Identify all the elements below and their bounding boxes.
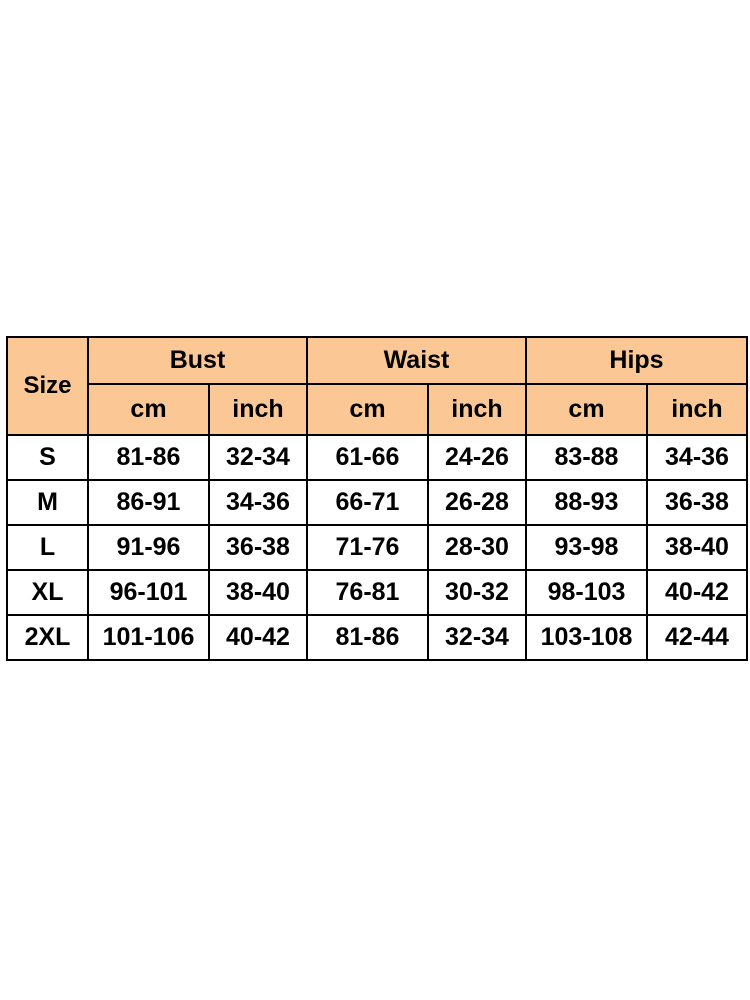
bust-group-header: Bust — [88, 337, 307, 384]
hips-inch-cell: 38-40 — [647, 525, 747, 570]
waist-inch-cell: 32-34 — [428, 615, 526, 660]
bust-cm-cell: 91-96 — [88, 525, 209, 570]
size-column-header: Size — [7, 337, 88, 435]
size-chart-table — [6, 336, 748, 661]
bust-inch-header: inch — [209, 384, 307, 435]
table-row — [7, 570, 747, 615]
hips-inch-header: inch — [647, 384, 747, 435]
hips-group-header: Hips — [526, 337, 747, 384]
hips-inch-cell: 36-38 — [647, 480, 747, 525]
hips-cm-cell: 98-103 — [526, 570, 647, 615]
bust-inch-cell: 40-42 — [209, 615, 307, 660]
hips-inch-cell: 40-42 — [647, 570, 747, 615]
waist-cm-cell: 71-76 — [307, 525, 428, 570]
size-cell: 2XL — [7, 615, 88, 660]
table-row — [7, 525, 747, 570]
size-cell: S — [7, 435, 88, 480]
waist-cm-cell: 76-81 — [307, 570, 428, 615]
bust-cm-cell: 101-106 — [88, 615, 209, 660]
bust-cm-header: cm — [88, 384, 209, 435]
bust-cm-cell: 81-86 — [88, 435, 209, 480]
waist-cm-cell: 81-86 — [307, 615, 428, 660]
bust-inch-cell: 32-34 — [209, 435, 307, 480]
group-header-row — [7, 337, 747, 384]
bust-inch-cell: 34-36 — [209, 480, 307, 525]
hips-cm-header: cm — [526, 384, 647, 435]
waist-inch-cell: 24-26 — [428, 435, 526, 480]
waist-inch-cell: 26-28 — [428, 480, 526, 525]
size-cell: XL — [7, 570, 88, 615]
table-row — [7, 435, 747, 480]
hips-cm-cell: 83-88 — [526, 435, 647, 480]
bust-inch-cell: 38-40 — [209, 570, 307, 615]
bust-cm-cell: 96-101 — [88, 570, 209, 615]
bust-cm-cell: 86-91 — [88, 480, 209, 525]
hips-inch-cell: 34-36 — [647, 435, 747, 480]
waist-cm-cell: 66-71 — [307, 480, 428, 525]
waist-inch-cell: 28-30 — [428, 525, 526, 570]
waist-inch-header: inch — [428, 384, 526, 435]
waist-inch-cell: 30-32 — [428, 570, 526, 615]
bust-inch-cell: 36-38 — [209, 525, 307, 570]
hips-cm-cell: 93-98 — [526, 525, 647, 570]
hips-cm-cell: 103-108 — [526, 615, 647, 660]
hips-cm-cell: 88-93 — [526, 480, 647, 525]
table-row — [7, 480, 747, 525]
waist-cm-cell: 61-66 — [307, 435, 428, 480]
size-cell: M — [7, 480, 88, 525]
size-cell: L — [7, 525, 88, 570]
waist-cm-header: cm — [307, 384, 428, 435]
unit-header-row — [7, 384, 747, 435]
hips-inch-cell: 42-44 — [647, 615, 747, 660]
table-row — [7, 615, 747, 660]
waist-group-header: Waist — [307, 337, 526, 384]
